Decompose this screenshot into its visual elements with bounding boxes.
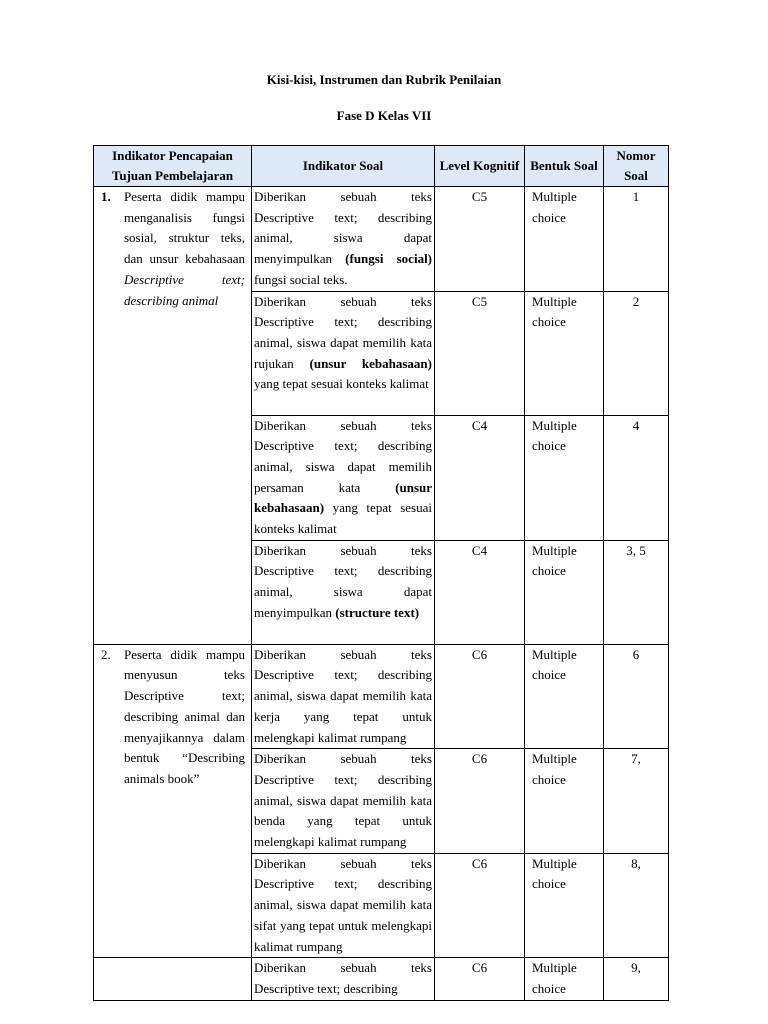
bentuk-cell: Multiple choice (525, 415, 604, 540)
indikator-soal-cell: Diberikan sebuah teks Descriptive text; describing animal, siswa dapat memilih kata benda yang tepat untuk melengkapi kalimat rumpang (252, 749, 435, 854)
bentuk-cell: Multiple choice (525, 291, 604, 415)
nomor-cell: 3, 5 (604, 540, 669, 644)
nomor-cell: 2 (604, 291, 669, 415)
level-cell: C6 (435, 749, 525, 854)
level-cell: C6 (435, 958, 525, 1000)
kisi-kisi-table (93, 145, 669, 1001)
tp-number: 2. (101, 646, 111, 662)
level-cell: C5 (435, 187, 525, 292)
tp-cell-1 (94, 187, 252, 645)
bentuk-cell: Multiple choice (525, 749, 604, 854)
bentuk-cell: Multiple choice (525, 644, 604, 749)
document-subtitle: Fase D Kelas VII (336, 108, 432, 123)
document-title: Kisi-kisi, Instrumen dan Rubrik Penilaian (266, 72, 502, 87)
bentuk-cell: Multiple choice (525, 187, 604, 292)
header-nomor-soal: Nomor Soal (604, 146, 669, 187)
nomor-cell: 9, (604, 958, 669, 1000)
tp-cell-3 (94, 958, 252, 1000)
bentuk-cell: Multiple choice (525, 958, 604, 1000)
table-row (94, 187, 669, 292)
nomor-cell: 7, (604, 749, 669, 854)
indikator-soal-cell: Diberikan sebuah teks Descriptive text; describing animal, siswa dapat memilih kata kerja yang tepat untuk melengkapi kalimat rumpang (252, 644, 435, 749)
nomor-cell: 6 (604, 644, 669, 749)
indikator-soal-cell: Diberikan sebuah teks Descriptive text; describing animal, siswa dapat menyimpulkan (structure text) (252, 540, 435, 644)
tp-text: Peserta didik mampu menganalisis fungsi sosial, struktur teks, dan unsur kebahasaan Descriptive text; describing animal (124, 189, 245, 308)
header-indikator-soal: Indikator Soal (252, 146, 435, 187)
indikator-soal-cell: Diberikan sebuah teks Descriptive text; describing animal, siswa dapat memilih kata rujukan (unsur kebahasaan) yang tepat sesuai konteks kalimat (252, 291, 435, 415)
indikator-soal-cell: Diberikan sebuah teks Descriptive text; describing animal, siswa dapat menyimpulkan (fungsi social) fungsi social teks. (252, 187, 435, 292)
nomor-cell: 4 (604, 415, 669, 540)
nomor-cell: 8, (604, 853, 669, 958)
bentuk-cell: Multiple choice (525, 853, 604, 958)
table-row (94, 958, 669, 1000)
indikator-soal-cell: Diberikan sebuah teks Descriptive text; describing (252, 958, 435, 1000)
level-cell: C4 (435, 540, 525, 644)
indikator-soal-cell: Diberikan sebuah teks Descriptive text; describing animal, siswa dapat memilih persaman kata (unsur kebahasaan) yang tepat sesuai konteks kalimat (252, 415, 435, 540)
tp-text: Peserta didik mampu menyusun teks Descriptive text; describing animal dan menyajikannya dalam bentuk “Describing animals book” (124, 646, 245, 786)
nomor-cell: 1 (604, 187, 669, 292)
indikator-soal-cell: Diberikan sebuah teks Descriptive text; describing animal, siswa dapat memilih kata sifat yang tepat untuk melengkapi kalimat rumpang (252, 853, 435, 958)
header-indikator-tp: Indikator Pencapaian Tujuan Pembelajaran (94, 146, 252, 187)
tp-italic-text: Descriptive text; describing animal (124, 271, 245, 308)
table-row (94, 644, 669, 749)
level-cell: C5 (435, 291, 525, 415)
header-bentuk-soal: Bentuk Soal (525, 146, 604, 187)
bentuk-cell: Multiple choice (525, 540, 604, 644)
tp-number: 1. (101, 189, 111, 204)
tp-cell-2 (94, 644, 252, 958)
level-cell: C4 (435, 415, 525, 540)
level-cell: C6 (435, 644, 525, 749)
level-cell: C6 (435, 853, 525, 958)
header-level-kognitif: Level Kognitif (435, 146, 525, 187)
